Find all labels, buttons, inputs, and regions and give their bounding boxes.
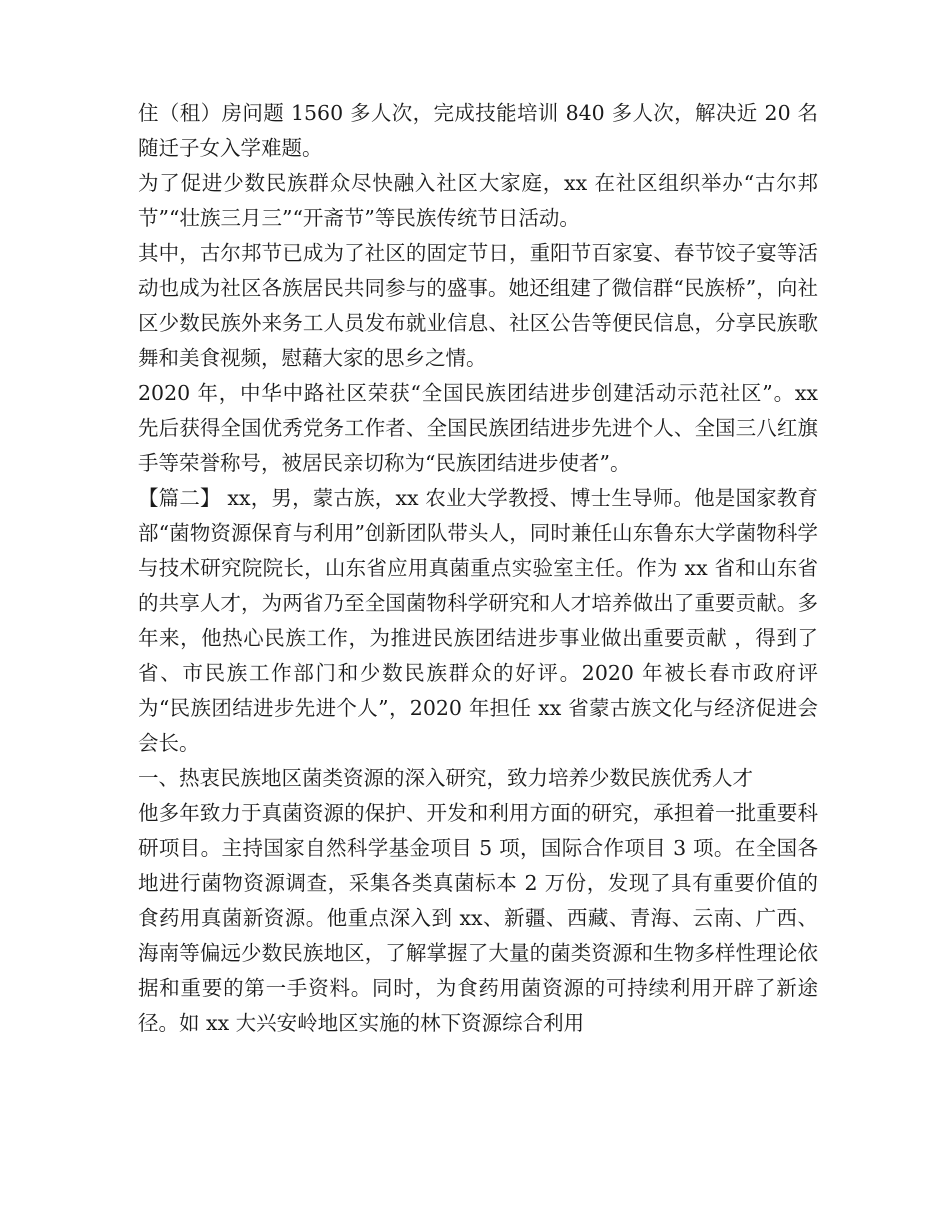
paragraph-2: 为了促进少数民族群众尽快融入社区大家庭，xx 在社区组织举办“古尔邦节”“壮族三月三”“开斋节”等民族传统节日活动。 — [138, 171, 818, 230]
paragraph-3: 其中，古尔邦节已成为了社区的固定节日，重阳节百家宴、春节饺子宴等活动也成为社区各族居民共同参与的盛事。她还组建了微信群“民族桥”，向社区少数民族外来务工人员发布就业信息、社区公告等便民信息，分享民族歌舞和美食视频，慰藉大家的思乡之情。 — [138, 241, 818, 370]
paragraph-4: 2020 年，中华中路社区荣获“全国民族团结进步创建活动示范社区”。xx 先后获得全国优秀党务工作者、全国民族团结进步先进个人、全国三八红旗手等荣誉称号，被居民亲切称为“民族团结进步使者”。 — [138, 381, 818, 475]
paragraph-5: 【篇二】 xx，男，蒙古族，xx 农业大学教授、博士生导师。他是国家教育部“菌物资源保育与利用”创新团队带头人，同时兼任山东鲁东大学菌物科学与技术研究院院长，山东省应用真菌重点实验室主任。作为 xx 省和山东省的共享人才，为两省乃至全国菌物科学研究和人才培养做出了重要贡献。多年来，他热心民族工作，为推进民族团结进步事业做出重要贡献 ，得到了省、市民族工作部门和少数民族群众的好评。2020 年被长春市政府评为“民族团结进步先进个人”，2020 年担任 xx 省蒙古族文化与经济促进会会长。 — [138, 486, 818, 755]
document-page — [138, 96, 818, 1041]
section-heading: 一、热衷民族地区菌类资源的深入研究，致力培养少数民族优秀人才 — [138, 766, 753, 790]
paragraph-1: 住（租）房问题 1560 多人次，完成技能培训 840 多人次，解决近 20 名随迁子女入学难题。 — [138, 101, 818, 160]
paragraph-7: 他多年致力于真菌资源的保护、开发和利用方面的研究，承担着一批重要科研项目。主持国家自然科学基金项目 5 项，国际合作项目 3 项。在全国各地进行菌物资源调查，采集各类真菌标本 2 万份，发现了具有重要价值的食药用真菌新资源。他重点深入到 xx、新疆、西藏、青海、云南、广西、海南等偏远少数民族地区，了解掌握了大量的菌类资源和生物多样性理论依据和重要的第一手资料。同时，为食药用菌资源的可持续利用开辟了新途径。如 xx 大兴安岭地区实施的林下资源综合利用 — [138, 801, 818, 1035]
